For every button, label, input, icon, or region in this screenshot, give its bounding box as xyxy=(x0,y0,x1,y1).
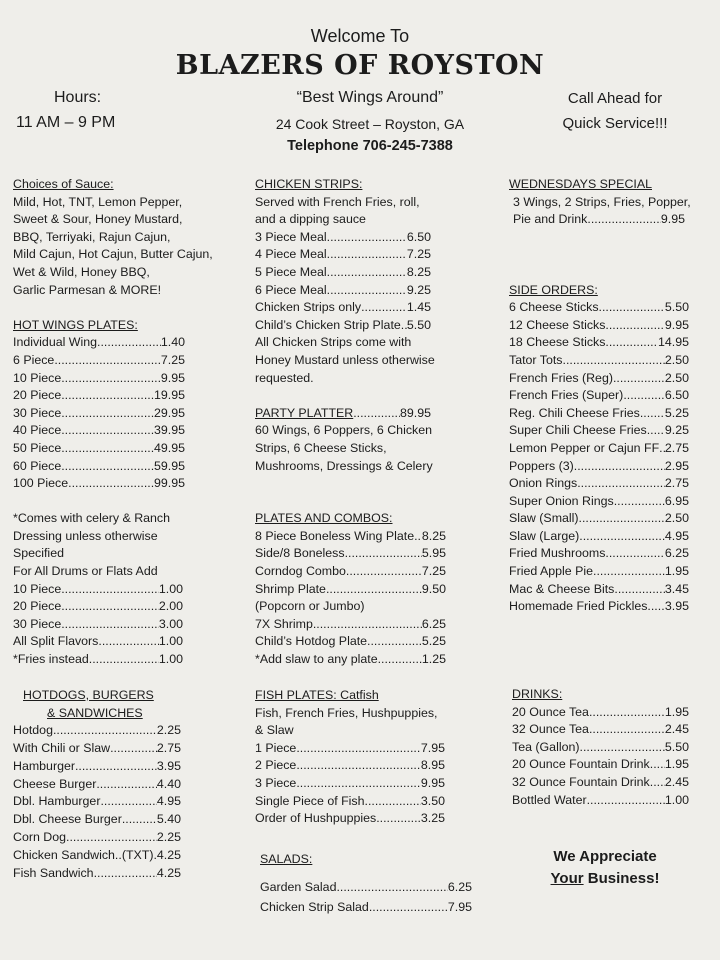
note-line: Dressing unless otherwise xyxy=(13,528,158,543)
salads-title: SALADS: xyxy=(260,852,313,866)
desc-line: and a dipping sauce xyxy=(255,212,366,227)
menu-item-price: 1.95 xyxy=(664,564,689,579)
menu-item-price: 4.25 xyxy=(156,865,181,880)
menu-item-price: 4.25 xyxy=(156,847,181,862)
menu-item-price: 1.00 xyxy=(158,652,183,667)
menu-item xyxy=(255,299,431,317)
menu-item-name: Fried Mushrooms xyxy=(509,546,606,561)
wednesday-line-2: Pie and Drink ..... 9.95 xyxy=(509,211,685,229)
shrimp-note: (Popcorn or Jumbo) xyxy=(255,599,365,614)
telephone: Telephone 706-245-7388 xyxy=(287,138,453,154)
menu-item xyxy=(13,776,181,794)
hours-value: 11 AM – 9 PM xyxy=(16,114,116,131)
menu-item xyxy=(255,633,446,651)
menu-item xyxy=(509,352,689,370)
drinks-section xyxy=(512,686,712,809)
menu-item-name: 32 Ounce Fountain Drink xyxy=(512,774,650,789)
menu-item-name: 60 Piece xyxy=(13,458,62,473)
sauce-title: Choices of Sauce: xyxy=(13,177,114,191)
menu-item-price: 7.95 xyxy=(447,899,472,914)
menu-item-name: Onion Rings xyxy=(509,476,578,491)
menu-item-price: 2.75 xyxy=(156,740,181,755)
menu-item xyxy=(255,229,431,247)
menu-item-name: 6 Piece Meal xyxy=(255,282,327,297)
menu-item-price: 59.95 xyxy=(153,458,185,473)
menu-item-price: 6.50 xyxy=(664,388,689,403)
menu-item xyxy=(255,528,446,546)
menu-item-price: 9.25 xyxy=(406,282,431,297)
menu-item-price: 29.95 xyxy=(153,405,185,420)
menu-item-name: *Add slaw to any plate xyxy=(255,652,378,667)
menu-item-name: Chicken Strips only xyxy=(255,300,362,315)
menu-item-name: Child’s Chicken Strip Plate xyxy=(255,317,401,332)
menu-item-name: Slaw (Large) xyxy=(509,528,580,543)
menu-item xyxy=(255,651,446,669)
menu-item-price: 2.50 xyxy=(664,352,689,367)
menu-item xyxy=(255,810,445,828)
hotdogs-title-1: HOTDOGS, BURGERS xyxy=(23,688,154,702)
menu-item-price: 5.50 xyxy=(664,739,689,754)
menu-item-name: Cheese Burger xyxy=(13,776,97,791)
menu-item-name: Hotdog xyxy=(13,723,53,738)
menu-item-price: 3.95 xyxy=(156,758,181,773)
menu-item xyxy=(512,739,689,757)
menu-item-name: 1 Piece xyxy=(255,740,297,755)
hot-wings-addons xyxy=(13,581,183,669)
note-line: All Chicken Strips come with xyxy=(255,335,412,350)
menu-item-price: 5.50 xyxy=(664,300,689,315)
sauce-line: Wet & Wild, Honey BBQ, xyxy=(13,264,150,279)
menu-item-price: 6.25 xyxy=(447,879,472,894)
plates-list-2 xyxy=(255,616,446,669)
menu-item-name: 20 Ounce Fountain Drink xyxy=(512,757,650,772)
menu-item xyxy=(255,581,446,599)
menu-item xyxy=(509,458,689,476)
note-line: Honey Mustard unless otherwise xyxy=(255,352,435,367)
menu-item-price: 2.45 xyxy=(664,774,689,789)
column-left xyxy=(13,176,213,669)
menu-item xyxy=(13,633,183,651)
menu-item-name: Homemade Fried Pickles xyxy=(509,599,648,614)
party-platter-desc xyxy=(255,422,485,475)
hot-wings-list xyxy=(13,334,185,492)
menu-item-price: 1.00 xyxy=(158,634,183,649)
menu-item xyxy=(509,475,689,493)
desc-line: & Slaw xyxy=(255,723,294,738)
sides-title: SIDE ORDERS: xyxy=(509,282,598,297)
menu-item xyxy=(509,405,689,423)
hotdogs-section xyxy=(13,687,213,882)
menu-item-price: 49.95 xyxy=(153,440,185,455)
chicken-strips-desc xyxy=(255,194,485,229)
menu-item-price: 1.95 xyxy=(664,757,689,772)
menu-item xyxy=(509,440,689,458)
menu-item-price: 2.75 xyxy=(664,476,689,491)
menu-item xyxy=(509,545,689,563)
menu-item-price: 4.95 xyxy=(156,794,181,809)
menu-item-price: 7.25 xyxy=(406,247,431,262)
menu-item xyxy=(512,792,689,810)
fish-section xyxy=(255,687,485,828)
menu-item-price: 3.50 xyxy=(420,793,445,808)
menu-item xyxy=(13,352,185,370)
menu-item-name: Corn Dog xyxy=(13,829,67,844)
menu-item-name: Garden Salad xyxy=(260,879,337,894)
menu-item-price: 1.25 xyxy=(421,652,446,667)
menu-item-name: Lemon Pepper or Cajun FF xyxy=(509,440,660,455)
menu-item xyxy=(13,581,183,599)
menu-item-name: 12 Cheese Sticks xyxy=(509,317,606,332)
drinks-list xyxy=(512,704,689,810)
address: 24 Cook Street – Royston, GA xyxy=(275,116,465,132)
menu-item xyxy=(13,616,183,634)
menu-item-name: 3 Piece Meal xyxy=(255,229,327,244)
menu-item-name: 5 Piece Meal xyxy=(255,264,327,279)
menu-item-name: 50 Piece xyxy=(13,440,62,455)
business-line: Your Business! xyxy=(550,870,660,887)
menu-item-name: Chicken Strip Salad xyxy=(260,899,369,914)
menu-item-price: 3.45 xyxy=(664,581,689,596)
menu-item-price: 2.50 xyxy=(664,370,689,385)
menu-item xyxy=(255,317,431,335)
menu-item-name: With Chili or Slaw xyxy=(13,740,111,755)
menu-item-price: 1.45 xyxy=(406,300,431,315)
menu-item-price: 6.95 xyxy=(664,493,689,508)
menu-item-name: 7X Shrimp xyxy=(255,616,313,631)
restaurant-name: BLAZERS OF ROYSTON xyxy=(175,50,545,81)
menu-item-price: 7.95 xyxy=(420,740,445,755)
plates-list xyxy=(255,528,446,598)
menu-item-price: 14.95 xyxy=(657,335,689,350)
menu-item-name: 2 Piece xyxy=(255,758,297,773)
menu-item-name: Reg. Chili Cheese Fries xyxy=(509,405,640,420)
menu-item-name: Tea (Gallon) xyxy=(512,739,580,754)
salads-section xyxy=(260,851,490,917)
menu-item-price: 6.50 xyxy=(406,229,431,244)
menu-item-name: Mac & Cheese Bits xyxy=(509,581,615,596)
menu-item-name: 3 Piece xyxy=(255,775,297,790)
menu-item xyxy=(13,651,183,669)
sauce-line: Mild Cajun, Hot Cajun, Butter Cajun, xyxy=(13,247,213,262)
menu-item-name: 6 Cheese Sticks xyxy=(509,300,599,315)
column-right xyxy=(509,176,709,616)
menu-item-name: 4 Piece Meal xyxy=(255,247,327,262)
menu-item xyxy=(255,775,445,793)
menu-item xyxy=(509,387,689,405)
menu-item-price: 8.95 xyxy=(420,758,445,773)
sides-list xyxy=(509,299,689,616)
menu-item-name: 20 Piece xyxy=(13,388,62,403)
menu-item xyxy=(260,897,472,917)
sauce-line: Garlic Parmesan & MORE! xyxy=(13,282,162,297)
menu-item-name: 10 Piece xyxy=(13,581,62,596)
menu-item-name: Super Chili Cheese Fries xyxy=(509,423,647,438)
menu-item-price: 99.95 xyxy=(153,476,185,491)
menu-item xyxy=(13,422,185,440)
drinks-title: DRINKS: xyxy=(512,687,563,701)
menu-item xyxy=(13,598,183,616)
hot-wings-title: HOT WINGS PLATES: xyxy=(13,317,138,332)
note-line: *Comes with celery & Ranch xyxy=(13,511,171,526)
menu-item xyxy=(255,757,445,775)
menu-item-price: 3.25 xyxy=(420,811,445,826)
menu-item-price: 4.95 xyxy=(664,528,689,543)
desc-line: 60 Wings, 6 Poppers, 6 Chicken xyxy=(255,423,433,438)
menu-item-name: Individual Wing xyxy=(13,335,98,350)
menu-item-name: 30 Piece xyxy=(13,616,62,631)
menu-item xyxy=(13,370,185,388)
call-ahead-line-1: Call Ahead for xyxy=(567,90,663,107)
sauce-line: Sweet & Sour, Honey Mustard, xyxy=(13,212,183,227)
menu-item-price: 1.00 xyxy=(158,581,183,596)
sauce-list xyxy=(13,194,213,300)
menu-item xyxy=(13,865,181,883)
menu-item xyxy=(509,510,689,528)
menu-item xyxy=(509,493,689,511)
menu-item xyxy=(509,563,689,581)
menu-item-name: 100 Piece xyxy=(13,476,69,491)
column-middle xyxy=(255,176,485,669)
menu-item xyxy=(509,334,689,352)
menu-item-name: 40 Piece xyxy=(13,423,62,438)
wednesday-line-1: 3 Wings, 2 Strips, Fries, Popper, xyxy=(513,194,691,209)
desc-line: Strips, 6 Cheese Sticks, xyxy=(255,440,387,455)
sauce-line: Mild, Hot, TNT, Lemon Pepper, xyxy=(13,194,183,209)
menu-item-name: Single Piece of Fish xyxy=(255,793,365,808)
menu-item xyxy=(509,370,689,388)
menu-item-price: 2.50 xyxy=(664,511,689,526)
menu-item-price: 7.25 xyxy=(160,352,185,367)
plates-title: PLATES AND COMBOS: xyxy=(255,511,393,526)
menu-item-name: Super Onion Rings xyxy=(509,493,614,508)
slogan: “Best Wings Around” xyxy=(296,89,444,106)
menu-item-name: 8 Piece Boneless Wing Plate xyxy=(255,528,415,543)
menu-item-price: 19.95 xyxy=(153,388,185,403)
chicken-strips-notes xyxy=(255,334,485,387)
menu-item xyxy=(13,740,181,758)
menu-item xyxy=(509,317,689,335)
menu-item-price: 2.25 xyxy=(156,723,181,738)
party-platter-price: 89.95 xyxy=(399,405,431,420)
menu-item xyxy=(255,616,446,634)
salads-list xyxy=(260,877,472,917)
menu-item-price: 5.25 xyxy=(421,634,446,649)
menu-item xyxy=(13,793,181,811)
menu-item xyxy=(509,422,689,440)
menu-item-price: 2.45 xyxy=(664,722,689,737)
menu-item-name: All Split Flavors xyxy=(13,634,99,649)
menu-item-name: Dbl. Cheese Burger xyxy=(13,812,122,827)
menu-item-name: 6 Piece xyxy=(13,352,55,367)
menu-item xyxy=(255,264,431,282)
menu-item-price: 9.25 xyxy=(664,423,689,438)
hours-label: Hours: xyxy=(54,89,102,106)
menu-item xyxy=(13,829,181,847)
menu-item-name: Corndog Combo xyxy=(255,564,346,579)
menu-item xyxy=(13,334,185,352)
menu-item xyxy=(13,458,185,476)
menu-item-name: Child’s Hotdog Plate xyxy=(255,634,368,649)
desc-line: Fish, French Fries, Hushpuppies, xyxy=(255,705,438,720)
menu-item-price: 8.25 xyxy=(421,528,446,543)
hot-wings-notes xyxy=(13,510,213,580)
menu-item-name: Tator Tots xyxy=(509,352,563,367)
menu-item xyxy=(509,598,689,616)
menu-item xyxy=(512,721,689,739)
menu-item-price: 2.75 xyxy=(664,440,689,455)
menu-item xyxy=(255,563,446,581)
fish-list xyxy=(255,740,445,828)
menu-item xyxy=(509,299,689,317)
menu-item xyxy=(13,811,181,829)
hotdogs-list xyxy=(13,722,181,882)
menu-item xyxy=(512,704,689,722)
appreciation-note xyxy=(520,846,690,890)
appreciate-line: We Appreciate xyxy=(553,848,657,865)
menu-item xyxy=(13,847,181,865)
menu-item-name: Shrimp Plate xyxy=(255,581,326,596)
menu-item-name: 32 Ounce Tea xyxy=(512,722,589,737)
menu-item xyxy=(13,758,181,776)
menu-item-name: Order of Hushpuppies xyxy=(255,811,377,826)
menu-item-price: 7.25 xyxy=(421,564,446,579)
menu-item-price: 5.50 xyxy=(406,317,431,332)
menu-item-price: 5.40 xyxy=(156,812,181,827)
menu-item-name: 30 Piece xyxy=(13,405,62,420)
menu-item-name: Hamburger xyxy=(13,758,75,773)
party-platter-row xyxy=(255,405,431,423)
sauce-line: BBQ, Terriyaki, Rajun Cajun, xyxy=(13,229,171,244)
menu-item-name: Chicken Sandwich..(TXT) xyxy=(13,847,154,862)
menu-item xyxy=(260,877,472,897)
menu-item-name: Fish Sandwich xyxy=(13,865,94,880)
menu-item-price: 3.00 xyxy=(158,616,183,631)
menu-item-name: 20 Piece xyxy=(13,599,62,614)
note-line: requested. xyxy=(255,370,314,385)
menu-item-price: 39.95 xyxy=(153,423,185,438)
menu-item xyxy=(255,246,431,264)
menu-item xyxy=(255,793,445,811)
menu-item xyxy=(13,722,181,740)
menu-item xyxy=(13,387,185,405)
hotdogs-title-2: & SANDWICHES xyxy=(47,705,143,720)
chicken-strips-title: CHICKEN STRIPS: xyxy=(255,177,363,191)
menu-item xyxy=(13,475,185,493)
desc-line: Mushrooms, Dressings & Celery xyxy=(255,458,433,473)
menu-item-name: 18 Cheese Sticks xyxy=(509,335,606,350)
menu-item xyxy=(13,405,185,423)
menu-item-name: Dbl. Hamburger xyxy=(13,794,101,809)
menu-item-price: 2.00 xyxy=(158,599,183,614)
menu-item-name: 10 Piece xyxy=(13,370,62,385)
menu-item-price: 9.95 xyxy=(160,370,185,385)
call-ahead-line-2: Quick Service!!! xyxy=(562,115,668,132)
wednesday-title: WEDNESDAYS SPECIAL xyxy=(509,177,652,191)
menu-item xyxy=(255,282,431,300)
menu-item-name: 20 Ounce Tea xyxy=(512,704,589,719)
fish-desc xyxy=(255,705,485,740)
menu-item-price: 1.40 xyxy=(160,335,185,350)
menu-item-price: 8.25 xyxy=(406,264,431,279)
menu-item-name: French Fries (Reg) xyxy=(509,370,613,385)
menu-item-price: 2.95 xyxy=(664,458,689,473)
menu-item-price: 3.95 xyxy=(664,599,689,614)
note-line: Specified xyxy=(13,546,64,561)
menu-item xyxy=(13,440,185,458)
menu-item xyxy=(255,545,446,563)
welcome-text: Welcome To xyxy=(310,26,410,46)
menu-item xyxy=(512,774,689,792)
menu-item-price: 9.95 xyxy=(664,317,689,332)
menu-item-price: 6.25 xyxy=(421,616,446,631)
chicken-strips-list xyxy=(255,229,431,335)
menu-item-name: Slaw (Small) xyxy=(509,511,579,526)
desc-line: Served with French Fries, roll, xyxy=(255,194,420,209)
menu-item-price: 2.25 xyxy=(156,829,181,844)
menu-item-price: 4.40 xyxy=(156,776,181,791)
menu-item-name: Fried Apple Pie xyxy=(509,564,594,579)
note-line: For All Drums or Flats Add xyxy=(13,564,158,579)
menu-item-name: Side/8 Boneless xyxy=(255,546,345,561)
menu-item-name: *Fries instead xyxy=(13,652,89,667)
menu-item-price: 9.50 xyxy=(421,581,446,596)
menu-item-price: 5.95 xyxy=(421,546,446,561)
menu-item-name: French Fries (Super) xyxy=(509,388,624,403)
menu-item-price: 5.25 xyxy=(664,405,689,420)
menu-item xyxy=(509,581,689,599)
menu-item-price: 9.95 xyxy=(420,775,445,790)
menu-item xyxy=(509,528,689,546)
menu-item xyxy=(512,756,689,774)
menu-item-price: 1.00 xyxy=(664,792,689,807)
menu-item-price: 6.25 xyxy=(664,546,689,561)
menu-item-name: Poppers (3) xyxy=(509,458,574,473)
menu-item xyxy=(255,740,445,758)
fish-title: FISH PLATES: Catfish xyxy=(255,688,379,702)
menu-item-name: Bottled Water xyxy=(512,792,587,807)
party-platter-title: PARTY PLATTER xyxy=(255,405,354,420)
menu-item-price: 1.95 xyxy=(664,704,689,719)
